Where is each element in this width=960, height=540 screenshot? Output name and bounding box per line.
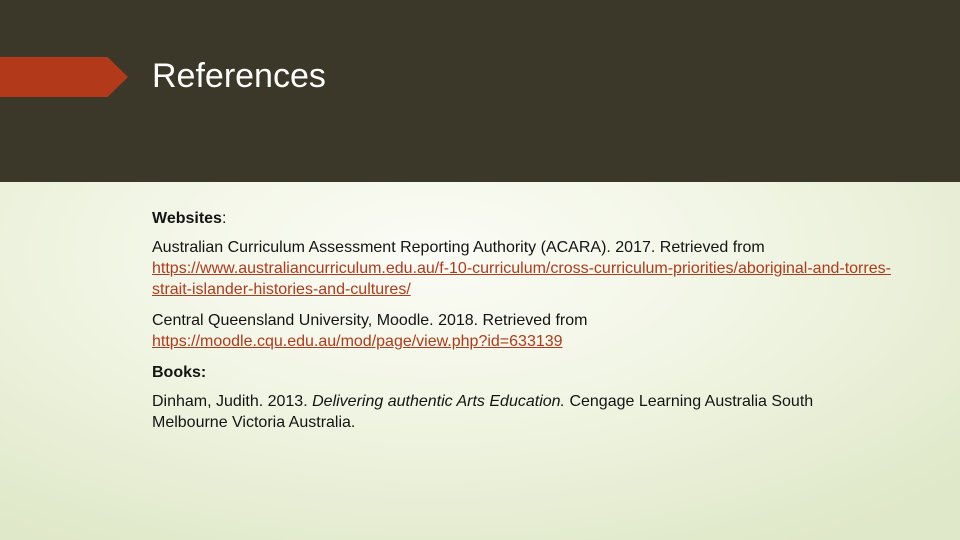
websites-heading: Websites	[152, 210, 222, 227]
book-author-year: Dinham, Judith. 2013.	[152, 393, 308, 410]
accent-arrow-shape	[0, 57, 128, 97]
books-heading: Books:	[152, 364, 207, 381]
reference-entry-cqu	[152, 310, 892, 352]
websites-heading-colon: :	[221, 210, 227, 227]
websites-heading-line	[152, 208, 892, 229]
references-body	[152, 208, 892, 443]
reference-citation: Australian Curriculum Assessment Reporting Authority (ACARA). 2017. Retrieved from	[152, 239, 765, 256]
reference-entry-book	[152, 391, 892, 433]
reference-citation: Central Queensland University, Moodle. 2018. Retrieved from	[152, 312, 588, 329]
reference-entry-acara	[152, 237, 892, 300]
book-publisher: Cengage Learning Australia South Melbourne Victoria Australia.	[152, 393, 814, 431]
book-title: Delivering authentic Arts Education.	[312, 393, 565, 410]
title-bar	[0, 0, 960, 182]
slide-title: References	[152, 57, 326, 95]
reference-link-acara[interactable]: https://www.australiancurriculum.edu.au/f-10-curriculum/cross-curriculum-priorities/aboriginal-and-torres-strait-islander-histories-and-cultures/	[152, 260, 891, 298]
reference-link-moodle[interactable]: https://moodle.cqu.edu.au/mod/page/view.php?id=633139	[152, 333, 563, 350]
